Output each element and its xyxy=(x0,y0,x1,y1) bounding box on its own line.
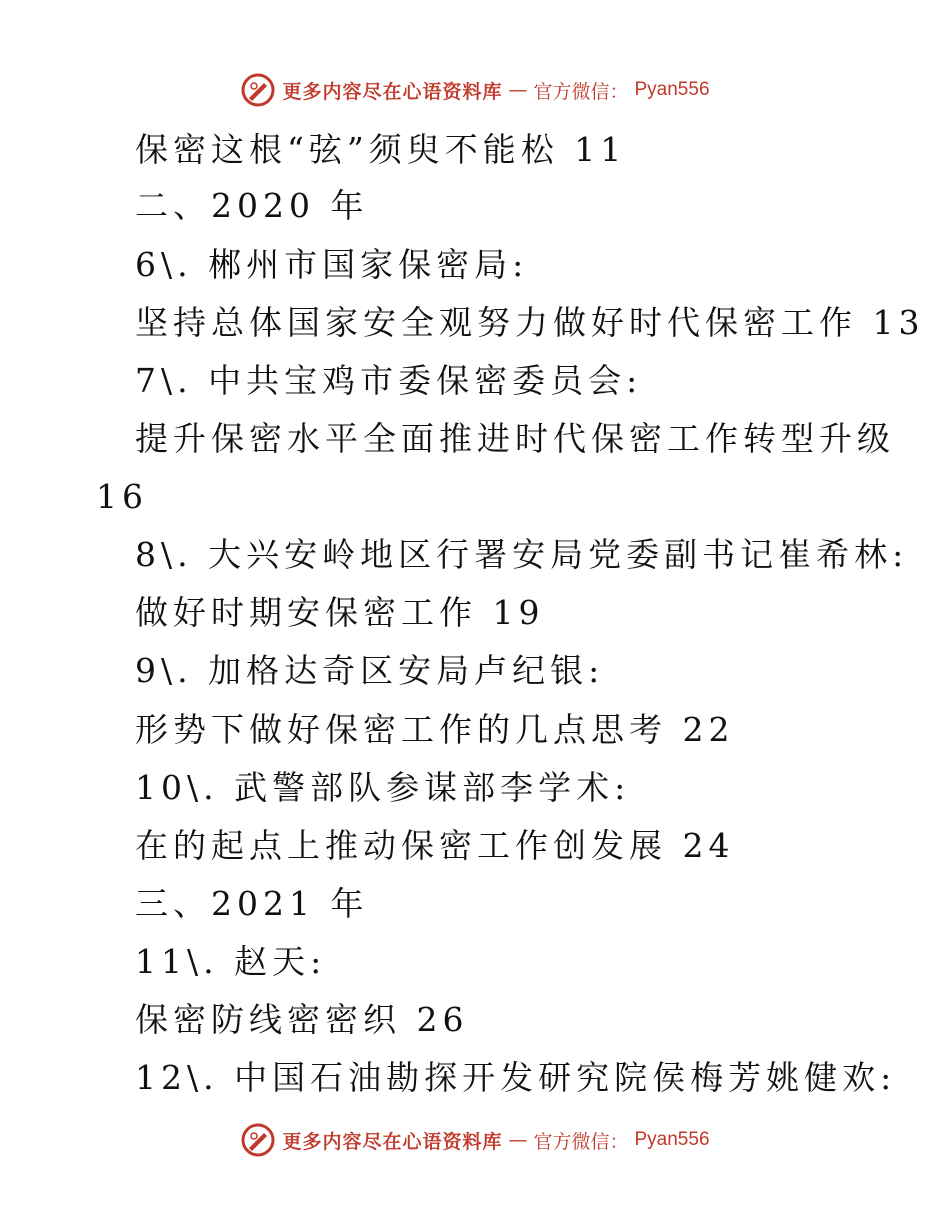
toc-line: 保密防线密密织 26 xyxy=(135,1000,469,1039)
watermark-wechat-id: Pyan556 xyxy=(634,1129,710,1150)
toc-line: 在的起点上推动保密工作创发展 24 xyxy=(135,826,735,865)
watermark-wechat-label: 官方微信： xyxy=(533,80,629,103)
toc-section-heading: 二、2020 年 xyxy=(135,186,369,225)
toc-line: 9\. 加格达奇区安局卢纪银: xyxy=(135,651,605,690)
toc-line: 形势下做好保密工作的几点思考 22 xyxy=(135,710,735,749)
toc-line: 16 xyxy=(96,477,148,516)
toc-section-heading: 三、2021 年 xyxy=(135,884,369,923)
toc-line: 7\. 中共宝鸡市委保密委员会: xyxy=(135,361,643,400)
toc-line: 保密这根“弦”须臾不能松 11 xyxy=(135,130,627,169)
toc-line: 做好时期安保密工作 19 xyxy=(135,593,545,632)
watermark-dash: — xyxy=(508,79,528,101)
toc-line: 坚持总体国家安全观努力做好时代保密工作 13 xyxy=(135,303,925,342)
watermark-footer xyxy=(0,1120,950,1160)
toc-line: 12\. 中国石油勘探开发研究院侯梅芳姚健欢: xyxy=(135,1058,897,1097)
watermark-header xyxy=(0,70,950,110)
watermark-text: 更多内容尽在心语资料库 xyxy=(282,80,503,103)
watermark-wechat-id: Pyan556 xyxy=(634,79,710,100)
toc-line: 11\. 赵天: xyxy=(135,942,327,981)
pen-logo-icon xyxy=(240,1122,276,1158)
watermark-text: 更多内容尽在心语资料库 xyxy=(282,1130,503,1153)
pen-logo-icon xyxy=(240,72,276,108)
toc-line: 提升保密水平全面推进时代保密工作转型升级 xyxy=(135,419,895,458)
toc-line: 10\. 武警部队参谋部李学术: xyxy=(135,768,631,807)
toc-line: 8\. 大兴安岭地区行署安局党委副书记崔希林: xyxy=(135,535,909,574)
watermark-wechat-label: 官方微信： xyxy=(533,1130,629,1153)
watermark-dash: — xyxy=(508,1129,528,1151)
toc-line: 6\. 郴州市国家保密局: xyxy=(135,245,529,284)
